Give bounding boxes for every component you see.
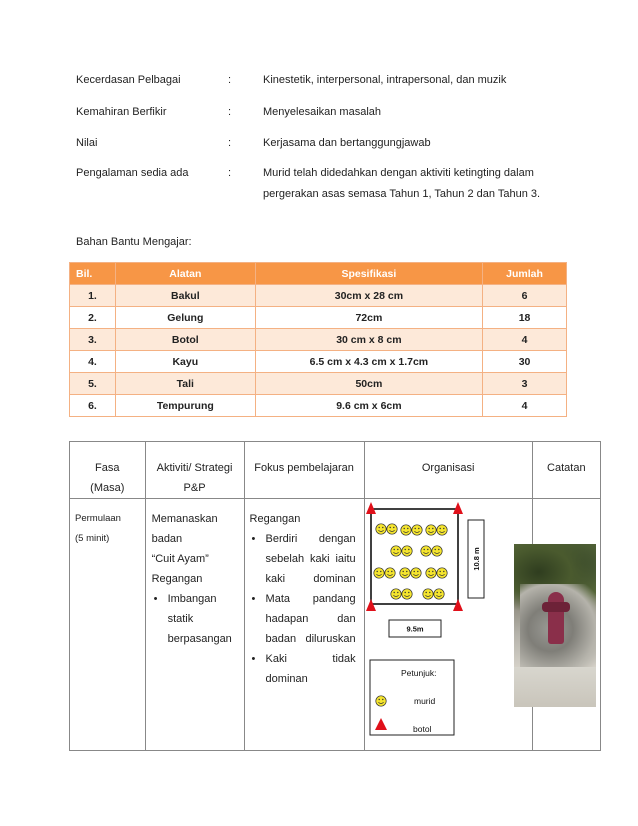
header-organisasi-text: Organisasi xyxy=(421,462,475,474)
fasa-name: Permulaan xyxy=(75,513,121,524)
cell-alatan: Bakul xyxy=(115,285,255,307)
aktiviti-bullets xyxy=(152,589,239,649)
cell-jumlah: 3 xyxy=(483,373,567,395)
header-jumlah: Jumlah xyxy=(483,263,567,285)
fokus-title: Regangan xyxy=(249,513,301,525)
header-aktiviti-line1: Aktiviti/ Strategi xyxy=(156,462,233,474)
cell-bil: 5. xyxy=(70,373,116,395)
info-colon: : xyxy=(228,74,232,86)
cell-alatan: Botol xyxy=(115,329,255,351)
table-row xyxy=(70,395,567,417)
cell-organisasi xyxy=(364,499,532,751)
photo-person xyxy=(548,592,564,644)
cell-alatan: Tempurung xyxy=(115,395,255,417)
info-label: Pengalaman sedia ada xyxy=(76,167,189,179)
header-fokus xyxy=(244,442,364,499)
header-fasa xyxy=(70,442,146,499)
aktiviti-bullet-item: • Imbangan statik berpasangan xyxy=(152,589,238,649)
width-label: 9.5m xyxy=(406,624,424,634)
cell-bil: 2. xyxy=(70,307,116,329)
header-alatan: Alatan xyxy=(115,263,255,285)
bottle-marker xyxy=(453,599,463,611)
activity-photo xyxy=(514,544,596,707)
legend-murid: murid xyxy=(413,696,435,706)
fokus-bullet-item: • Kaki tidak dominan xyxy=(250,649,356,689)
info-label: Kecerdasan Pelbagai xyxy=(76,74,181,86)
header-fokus-text: Fokus pembelajaran xyxy=(254,462,354,474)
header-catatan-text: Catatan xyxy=(547,462,586,474)
table-row xyxy=(70,351,567,373)
cell-bil: 3. xyxy=(70,329,116,351)
info-label: Nilai xyxy=(76,137,98,149)
header-organisasi xyxy=(364,442,532,499)
fokus-bullet-item: • Berdiri dengan sebelah kaki iaitu kaki dominan xyxy=(250,529,356,589)
cell-jumlah: 4 xyxy=(483,329,567,351)
legend-student-icon xyxy=(375,696,385,706)
table-row xyxy=(70,373,567,395)
header-aktiviti xyxy=(145,442,244,499)
info-value: Menyelesaikan masalah xyxy=(263,106,382,118)
plan-header-row xyxy=(70,442,601,499)
header-fasa-line2: (Masa) xyxy=(90,482,125,494)
cell-fokus xyxy=(244,499,364,751)
photo-person-arms xyxy=(542,602,570,612)
info-value: Murid telah didedahkan dengan aktiviti ketingting dalam pergerakan asas semasa Tahun 1, Tahun 2 dan Tahun 3. xyxy=(263,167,541,200)
cell-jumlah: 30 xyxy=(483,351,567,373)
cell-spesifikasi: 6.5 cm x 4.3 cm x 1.7cm xyxy=(255,351,482,373)
header-catatan xyxy=(532,442,600,499)
info-value: Kinestetik, interpersonal, intrapersonal, dan muzik xyxy=(263,74,507,86)
bahan-title: Bahan Bantu Mengajar: xyxy=(76,236,192,248)
cell-alatan: Gelung xyxy=(115,307,255,329)
fokus-bullet-item: • Mata pandang hadapan dan badan diluruskan xyxy=(250,589,356,649)
header-aktiviti-line2: P&P xyxy=(183,482,206,494)
info-colon: : xyxy=(228,167,232,179)
cell-alatan: Kayu xyxy=(115,351,255,373)
info-value: Kerjasama dan bertanggungjawab xyxy=(263,137,431,149)
info-colon: : xyxy=(228,106,232,118)
aktiviti-line: “Cuit Ayam” xyxy=(151,553,209,565)
tools-header-row xyxy=(70,263,567,285)
photo-ground xyxy=(514,667,596,707)
cell-bil: 6. xyxy=(70,395,116,417)
cell-fasa xyxy=(70,499,146,751)
cell-jumlah: 6 xyxy=(483,285,567,307)
cell-spesifikasi: 50cm xyxy=(255,373,482,395)
aktiviti-line: Regangan xyxy=(151,573,203,585)
header-fasa-line1: Fasa xyxy=(95,462,120,474)
table-row xyxy=(70,329,567,351)
field-boundary xyxy=(371,509,458,604)
table-row xyxy=(70,307,567,329)
bottle-marker xyxy=(453,502,463,514)
cell-bil: 4. xyxy=(70,351,116,373)
legend-botol: botol xyxy=(412,724,432,734)
info-label: Kemahiran Berfikir xyxy=(76,106,167,118)
bottle-marker xyxy=(366,502,376,514)
info-colon: : xyxy=(228,137,232,149)
organisation-diagram xyxy=(365,499,532,739)
height-label: 10.8 m xyxy=(471,547,481,571)
header-spesifikasi: Spesifikasi xyxy=(255,263,482,285)
fasa-time: (5 minit) xyxy=(75,533,110,544)
table-row xyxy=(70,285,567,307)
legend-title: Petunjuk: xyxy=(400,668,437,678)
aktiviti-line: Memanaskan xyxy=(151,513,218,525)
students-group xyxy=(373,524,446,599)
cell-aktiviti xyxy=(145,499,244,751)
cell-spesifikasi: 9.6 cm x 6cm xyxy=(255,395,482,417)
cell-jumlah: 4 xyxy=(483,395,567,417)
header-bil: Bil. xyxy=(70,263,116,285)
cell-alatan: Tali xyxy=(115,373,255,395)
fokus-bullets xyxy=(250,529,356,689)
cell-bil: 1. xyxy=(70,285,116,307)
cell-spesifikasi: 72cm xyxy=(255,307,482,329)
cell-spesifikasi: 30cm x 28 cm xyxy=(255,285,482,307)
bottle-marker xyxy=(366,599,376,611)
cell-jumlah: 18 xyxy=(483,307,567,329)
tools-table xyxy=(69,262,567,417)
aktiviti-line: badan xyxy=(151,533,183,545)
cell-spesifikasi: 30 cm x 8 cm xyxy=(255,329,482,351)
